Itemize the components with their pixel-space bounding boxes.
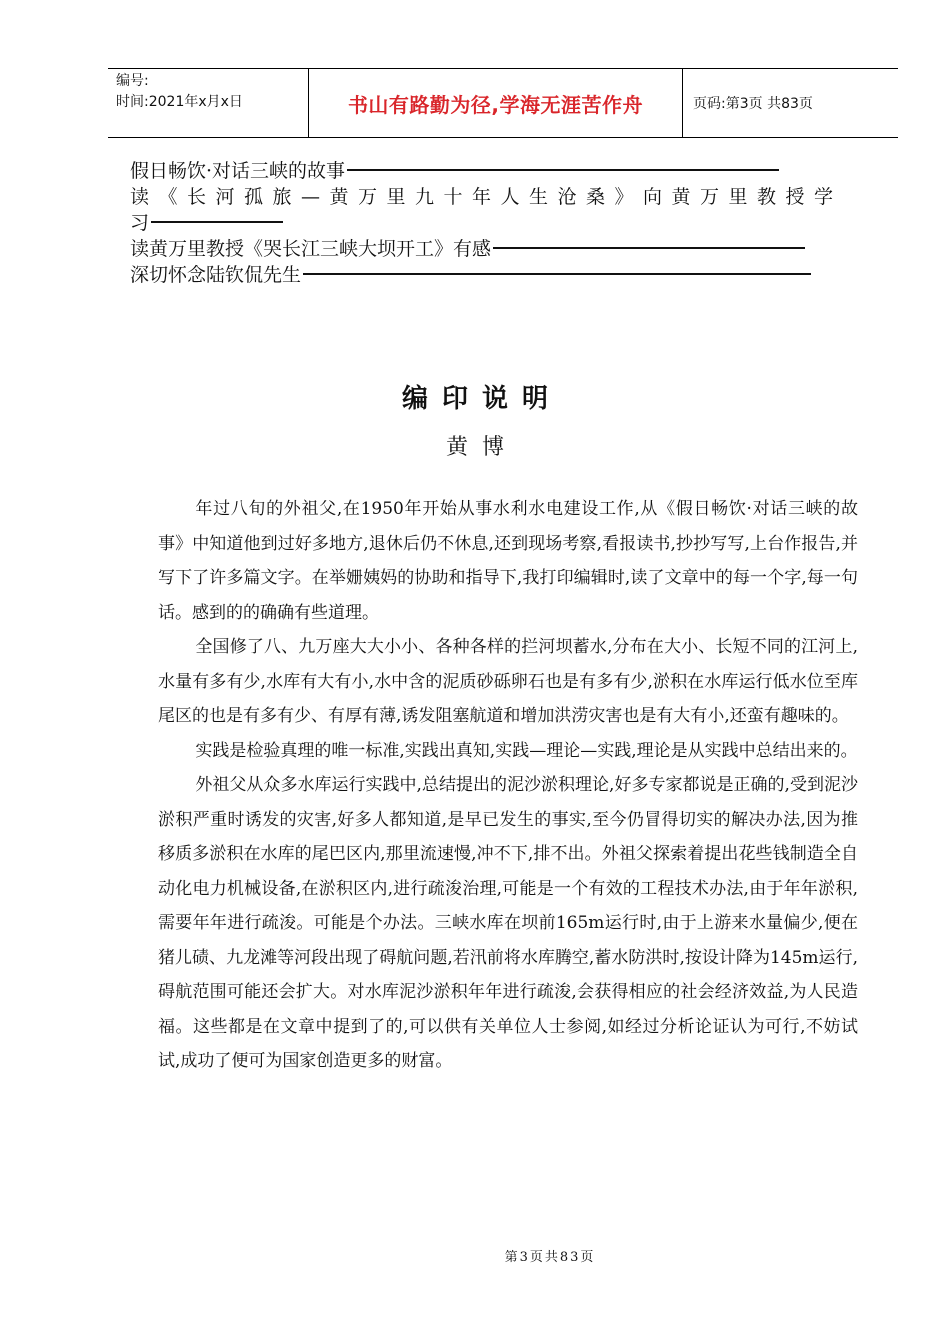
table-of-contents [130,158,850,288]
body-paragraph: 全国修了八、九万座大大小小、各种各样的拦河坝蓄水,分布在大小、长短不同的江河上,水量有多有少,水库有大有小,水中含的泥质砂砾卵石也是有多有少,淤积在水库运行低水位至库尾区的也是有多有少、有厚有薄,诱发阻塞航道和增加洪涝灾害也是有大有小,还蛮有趣味的。 [158,637,858,726]
header-motto: 书山有路勤为径,学海无涯苦作舟 [309,69,683,137]
body-text [158,492,858,1079]
page-footer: 第3页共83页 [504,1250,596,1265]
toc-leader-line [151,221,283,223]
toc-item[interactable] [130,236,850,262]
body-paragraph: 实践是检验真理的唯一标准,实践出真知,实践—理论—实践,理论是从实践中总结出来的。 [195,740,858,761]
body-paragraph: 年过八旬的外祖父,在1950年开始从事水利水电建设工作,从《假日畅饮·对话三峡的故事》中知道他到过好多地方,退休后仍不休息,还到现场考察,看报读书,抄抄写写,上台作报告,并写下了许多篇文字。在举姗姨妈的协助和指导下,我打印编辑时,读了文章中的每一个字,每一句话。感到的的确确有些道理。 [158,499,858,623]
header-meta-cell [108,69,309,137]
header-page-info: 页码:第3页 共83页 [693,96,813,112]
toc-item[interactable] [130,158,850,184]
section-title: 编印说明 [401,384,562,414]
section-author: 黄博 [445,435,518,460]
toc-item-continuation[interactable] [130,210,850,236]
toc-item-title: 读黄万里教授《哭长江三峡大坝开工》有感 [130,238,492,260]
document-date-label: 时间:2021年x月x日 [116,94,243,110]
toc-leader-line [303,273,811,275]
toc-item[interactable] [130,262,850,288]
toc-item-title: 假日畅饮·对话三峡的故事 [130,160,346,182]
toc-leader-line [347,169,779,171]
body-paragraph: 外祖父从众多水库运行实践中,总结提出的泥沙淤积理论,好多专家都说是正确的,受到泥沙淤积严重时诱发的灾害,好多人都知道,是早已发生的事实,至今仍冒得切实的解决办法,因为推移质多淤积在水库的尾巴区内,那里流速慢,冲不下,排不出。外祖父探索着提出花些钱制造全自动化电力机械设备,在淤积区内,进行疏浚治理,可能是一个有效的工程技术办法,由于年年淤积,需要年年进行疏浚。可能是个办法。三峡水库在坝前165m运行时,由于上游来水量偏少,便在猪儿碛、九龙滩等河段出现了碍航问题,若汛前将水库腾空,蓄水防洪时,按设计降为145m运行,碍航范围可能还会扩大。对水库泥沙淤积年年进行疏浚,会获得相应的社会经济效益,为人民造福。这些都是在文章中提到了的,可以供有关单位人士参阅,如经过分析论证认为可行,不妨试试,成功了便可为国家创造更多的财富。 [158,775,858,1071]
toc-leader-line [493,247,805,249]
toc-item-title: 习 [130,212,150,234]
toc-item-title: 读《长河孤旅—黄万里九十年人生沧桑》向黄万里教授学 [130,186,843,208]
toc-item[interactable] [130,184,850,210]
document-number-label: 编号: [116,73,149,89]
page-header [108,68,898,138]
toc-item-title: 深切怀念陆钦侃先生 [130,264,302,286]
